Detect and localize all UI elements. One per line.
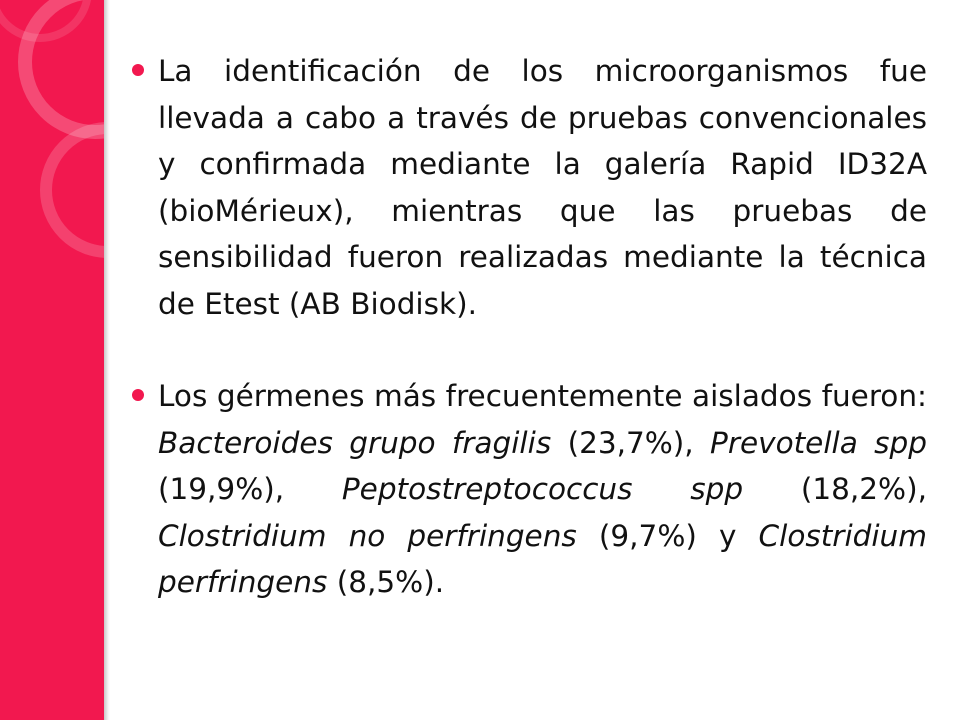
- bullet-item-germs: [132, 373, 927, 606]
- decorative-rings-icon: [0, 0, 104, 720]
- percentage-text: (19,9%),: [158, 472, 342, 506]
- organism-name: Clostridium no perfringens: [158, 518, 577, 553]
- bullet-dot-icon: [132, 64, 144, 76]
- percentage-text: (18,2%),: [743, 472, 927, 506]
- side-bar-shadow: [104, 0, 110, 720]
- bullet-text-intro: Los gérmenes más frecuentemente aislados fueron:: [158, 379, 927, 413]
- decorative-side-bar: [0, 0, 104, 720]
- organism-name: Prevotella spp: [710, 425, 927, 460]
- bullet-item-identification: [132, 48, 927, 327]
- bullet-dot-icon: [132, 389, 144, 401]
- slide-content: [132, 48, 927, 652]
- percentage-text: (23,7%),: [551, 425, 711, 460]
- percentage-text: (8,5%).: [327, 565, 445, 599]
- organism-name: Clostridium perfringens: [158, 518, 927, 599]
- organism-name: Peptostreptococcus spp: [341, 472, 744, 506]
- bullet-text: La identificación de los microorganismos fue llevada a cabo a través de pruebas convencionales y confirmada mediante la galería Rapid ID32A (bioMérieux), mientras que las pruebas de sensibilidad fueron realizadas mediante la técnica de Etest (AB Biodisk).: [158, 54, 927, 321]
- organism-name: Bacteroides grupo fragilis: [158, 425, 552, 460]
- percentage-text: (9,7%) y: [576, 518, 759, 553]
